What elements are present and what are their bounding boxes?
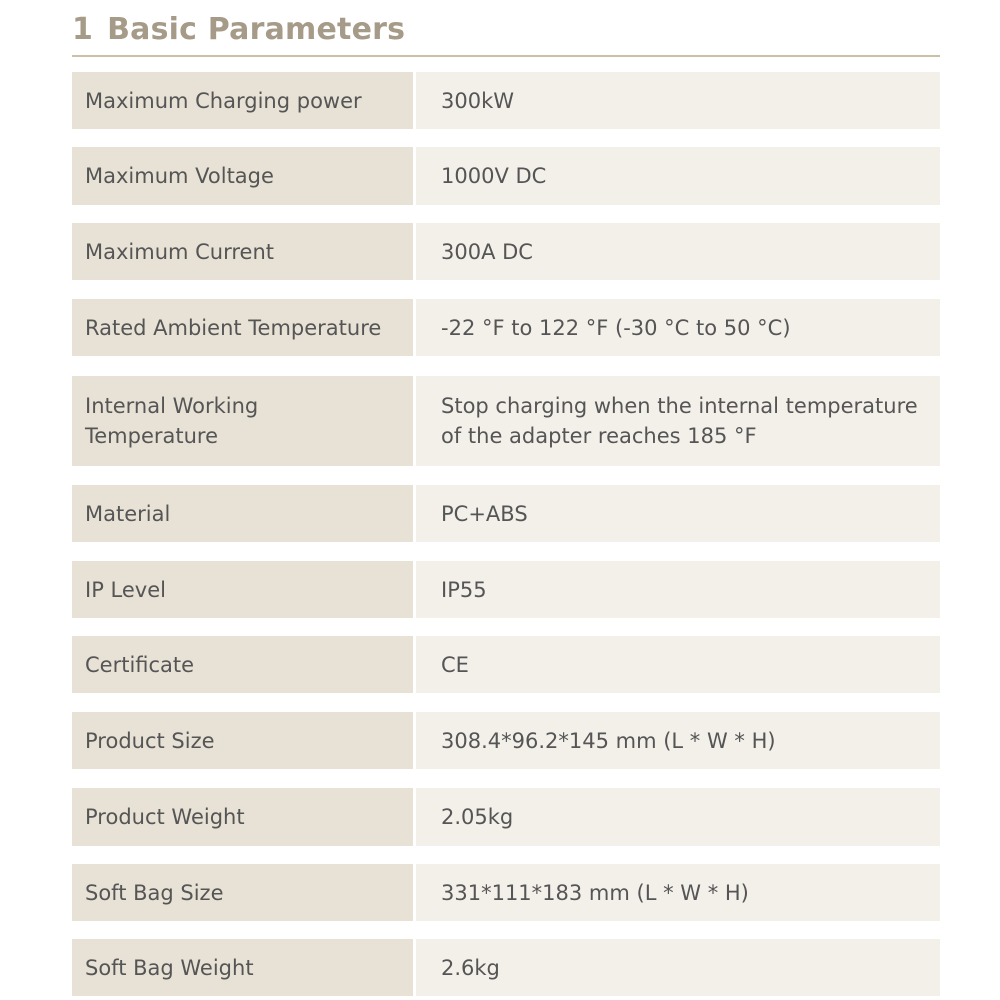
param-value: 308.4*96.2*145 mm (L * W * H) bbox=[441, 728, 776, 753]
param-label: Maximum Charging power bbox=[85, 88, 362, 113]
param-row-max-charging-power bbox=[72, 72, 940, 129]
param-label: Internal Working Temperature bbox=[85, 394, 259, 448]
param-row-internal-working-temperature bbox=[72, 376, 940, 466]
param-value: 300kW bbox=[441, 88, 515, 113]
param-value: 2.05kg bbox=[441, 805, 514, 829]
param-label: Soft Bag Size bbox=[85, 880, 224, 905]
param-value: CE bbox=[441, 652, 469, 677]
param-label: Product Weight bbox=[85, 805, 245, 829]
param-value: PC+ABS bbox=[441, 501, 528, 526]
param-label: Soft Bag Weight bbox=[85, 955, 254, 980]
param-value: 331*111*183 mm (L * W * H) bbox=[441, 880, 749, 905]
param-row-product-weight bbox=[72, 788, 940, 846]
param-value: 300A DC bbox=[441, 239, 533, 264]
param-label-cell bbox=[72, 485, 413, 542]
param-value-cell bbox=[416, 376, 940, 466]
param-value-cell bbox=[416, 223, 940, 280]
param-label-cell bbox=[72, 788, 413, 846]
param-label-cell bbox=[72, 561, 413, 618]
param-label: IP Level bbox=[85, 577, 166, 602]
param-value-cell bbox=[416, 864, 940, 921]
param-value: Stop charging when the internal temperature of the adapter reaches 185 °F bbox=[441, 394, 918, 448]
param-value-cell bbox=[416, 72, 940, 129]
param-label-cell bbox=[72, 223, 413, 280]
param-value-cell bbox=[416, 636, 940, 693]
param-label: Product Size bbox=[85, 728, 215, 753]
param-row-product-size bbox=[72, 712, 940, 769]
param-value-cell bbox=[416, 561, 940, 618]
param-value-cell bbox=[416, 299, 940, 356]
param-row-certificate bbox=[72, 636, 940, 693]
param-row-material bbox=[72, 485, 940, 542]
param-label-cell bbox=[72, 864, 413, 921]
param-value-cell bbox=[416, 788, 940, 846]
param-label-cell bbox=[72, 376, 413, 466]
param-label: Certificate bbox=[85, 652, 195, 677]
param-value: -22 °F to 122 °F (-30 °C to 50 °C) bbox=[441, 315, 791, 340]
param-row-rated-ambient-temperature bbox=[72, 299, 940, 356]
param-label-cell bbox=[72, 299, 413, 356]
title-divider bbox=[72, 55, 940, 57]
param-value-cell bbox=[416, 712, 940, 769]
param-row-soft-bag-weight bbox=[72, 939, 940, 996]
param-value-cell bbox=[416, 147, 940, 205]
section-title bbox=[72, 10, 405, 50]
section-number: 1 bbox=[72, 12, 94, 47]
param-value: IP55 bbox=[441, 577, 487, 602]
param-label-cell bbox=[72, 147, 413, 205]
param-row-soft-bag-size bbox=[72, 864, 940, 921]
param-label: Maximum Current bbox=[85, 239, 275, 264]
param-value-cell bbox=[416, 485, 940, 542]
param-value: 1000V DC bbox=[441, 164, 547, 188]
param-label-cell bbox=[72, 939, 413, 996]
param-row-max-voltage bbox=[72, 147, 940, 205]
param-label-cell bbox=[72, 712, 413, 769]
param-label: Maximum Voltage bbox=[85, 164, 274, 188]
param-label-cell bbox=[72, 636, 413, 693]
section-title-text: Basic Parameters bbox=[107, 12, 406, 47]
param-value: 2.6kg bbox=[441, 955, 500, 980]
param-label-cell bbox=[72, 72, 413, 129]
param-label: Rated Ambient Temperature bbox=[85, 315, 382, 340]
param-value-cell bbox=[416, 939, 940, 996]
param-row-max-current bbox=[72, 223, 940, 280]
param-label: Material bbox=[85, 501, 171, 526]
param-row-ip-level bbox=[72, 561, 940, 618]
